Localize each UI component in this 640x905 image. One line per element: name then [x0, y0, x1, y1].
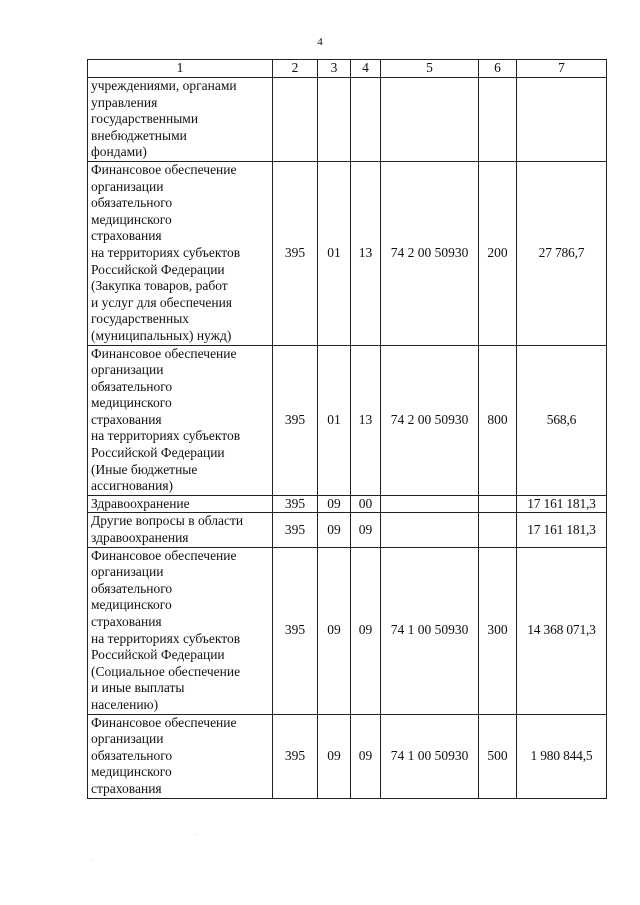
row-name-line: на территориях субъектов [91, 428, 241, 444]
page-number: 4 [317, 36, 323, 48]
row-name-cell [88, 161, 273, 345]
column-header-4: 4 [351, 60, 381, 78]
row-name-cell [88, 714, 273, 798]
target-article-cell [381, 78, 479, 162]
admin-code-cell: 395 [273, 714, 318, 798]
row-name-line: (Иные бюджетные [91, 461, 198, 477]
row-name-line: (Социальное обеспечение [91, 663, 241, 679]
row-name-line: внебюджетными [91, 127, 187, 143]
column-header-2: 2 [273, 60, 318, 78]
target-article-cell [381, 513, 479, 547]
row-name-cell [88, 513, 273, 547]
subsection-code-cell: 13 [351, 161, 381, 345]
amount-cell: 17 161 181,3 [517, 495, 607, 513]
expense-type-cell [479, 78, 517, 162]
row-name-line: страхования [91, 614, 162, 629]
row-name-line: организации [91, 564, 164, 580]
table-row [88, 161, 607, 345]
table-row [88, 78, 607, 162]
scan-speck: · [90, 857, 92, 863]
section-code-cell: 09 [318, 513, 351, 547]
row-name-line: Финансовое обеспечение [91, 714, 237, 730]
table-row [88, 495, 607, 513]
row-name-line: страхования [91, 780, 162, 796]
row-name-line: обязательного [91, 747, 173, 763]
amount-cell: 1 980 844,5 [517, 714, 607, 798]
row-name-cell [88, 345, 273, 495]
budget-table [87, 59, 607, 799]
row-name-line: обязательного [91, 580, 173, 596]
admin-code-cell: 395 [273, 513, 318, 547]
admin-code-cell: 395 [273, 495, 318, 513]
row-name-line: фондами) [91, 144, 147, 160]
row-name-line: здравоохранения [91, 530, 189, 546]
admin-code-cell: 395 [273, 345, 318, 495]
subsection-code-cell: 13 [351, 345, 381, 495]
row-name-line: организации [91, 178, 164, 194]
scan-speck: · [196, 832, 198, 838]
row-name-line: медицинского [91, 395, 172, 411]
amount-cell [517, 78, 607, 162]
expense-type-cell: 300 [479, 547, 517, 714]
expense-type-cell [479, 513, 517, 547]
row-name-line: Другие вопросы в области [91, 513, 244, 529]
subsection-code-cell [351, 78, 381, 162]
target-article-cell: 74 1 00 50930 [381, 547, 479, 714]
row-name-line: на территориях субъектов [91, 244, 241, 260]
row-name-line: Российской Федерации [91, 445, 225, 461]
column-header-7: 7 [517, 60, 607, 78]
table-body [88, 78, 607, 799]
row-name-cell [88, 495, 273, 513]
row-name-line: на территориях субъектов [91, 630, 241, 646]
expense-type-cell: 200 [479, 161, 517, 345]
row-name-line: ассигнования) [91, 478, 174, 494]
row-name-cell [88, 78, 273, 162]
column-header-5: 5 [381, 60, 479, 78]
expense-type-cell [479, 495, 517, 513]
row-name-line: государственных [91, 311, 190, 327]
row-name-line: населению) [91, 696, 159, 712]
column-header-6: 6 [479, 60, 517, 78]
subsection-code-cell: 00 [351, 495, 381, 513]
row-name-line: государственными [91, 111, 199, 127]
admin-code-cell: 395 [273, 161, 318, 345]
table-row [88, 714, 607, 798]
row-name-line: и иные выплаты [91, 680, 185, 696]
table-row [88, 547, 607, 714]
subsection-code-cell: 09 [351, 547, 381, 714]
target-article-cell: 74 1 00 50930 [381, 714, 479, 798]
row-name-line: медицинского [91, 764, 172, 780]
column-header-1: 1 [88, 60, 273, 78]
section-code-cell [318, 78, 351, 162]
row-name-line: организации [91, 362, 164, 378]
section-code-cell: 09 [318, 495, 351, 513]
target-article-cell: 74 2 00 50930 [381, 161, 479, 345]
row-name-line: Российской Федерации [91, 261, 225, 277]
subsection-code-cell: 09 [351, 513, 381, 547]
row-name-line: Финансовое обеспечение [91, 161, 237, 177]
row-name-line: страхования [91, 411, 162, 427]
target-article-cell [381, 495, 479, 513]
target-article-cell: 74 2 00 50930 [381, 345, 479, 495]
row-name-line: медицинского [91, 597, 172, 613]
expense-type-cell: 500 [479, 714, 517, 798]
section-code-cell: 09 [318, 714, 351, 798]
row-name-cell [88, 547, 273, 714]
admin-code-cell: 395 [273, 547, 318, 714]
expense-type-cell: 800 [479, 345, 517, 495]
row-name-line: организации [91, 731, 164, 747]
table-row [88, 345, 607, 495]
amount-cell: 17 161 181,3 [517, 513, 607, 547]
admin-code-cell [273, 78, 318, 162]
column-header-3: 3 [318, 60, 351, 78]
header-row [88, 60, 607, 78]
row-name-line: Финансовое обеспечение [91, 345, 237, 361]
row-name-line: медицинского [91, 211, 172, 227]
row-name-line: (муниципальных) нужд) [91, 327, 232, 343]
row-name-line: Российской Федерации [91, 647, 225, 663]
section-code-cell: 01 [318, 161, 351, 345]
row-name-line: страхования [91, 228, 162, 244]
row-name-line: (Закупка товаров, работ [91, 278, 228, 294]
table-row [88, 513, 607, 547]
section-code-cell: 01 [318, 345, 351, 495]
section-code-cell: 09 [318, 547, 351, 714]
subsection-code-cell: 09 [351, 714, 381, 798]
row-name-line: учреждениями, органами [91, 78, 237, 93]
amount-cell: 14 368 071,3 [517, 547, 607, 714]
row-name-line: управления [91, 94, 158, 110]
row-name-line: Здравоохранение [91, 495, 190, 511]
amount-cell: 568,6 [517, 345, 607, 495]
row-name-line: и услуг для обеспечения [91, 294, 233, 310]
row-name-line: Финансовое обеспечение [91, 547, 237, 563]
amount-cell: 27 786,7 [517, 161, 607, 345]
row-name-line: обязательного [91, 195, 173, 211]
row-name-line: обязательного [91, 378, 173, 394]
